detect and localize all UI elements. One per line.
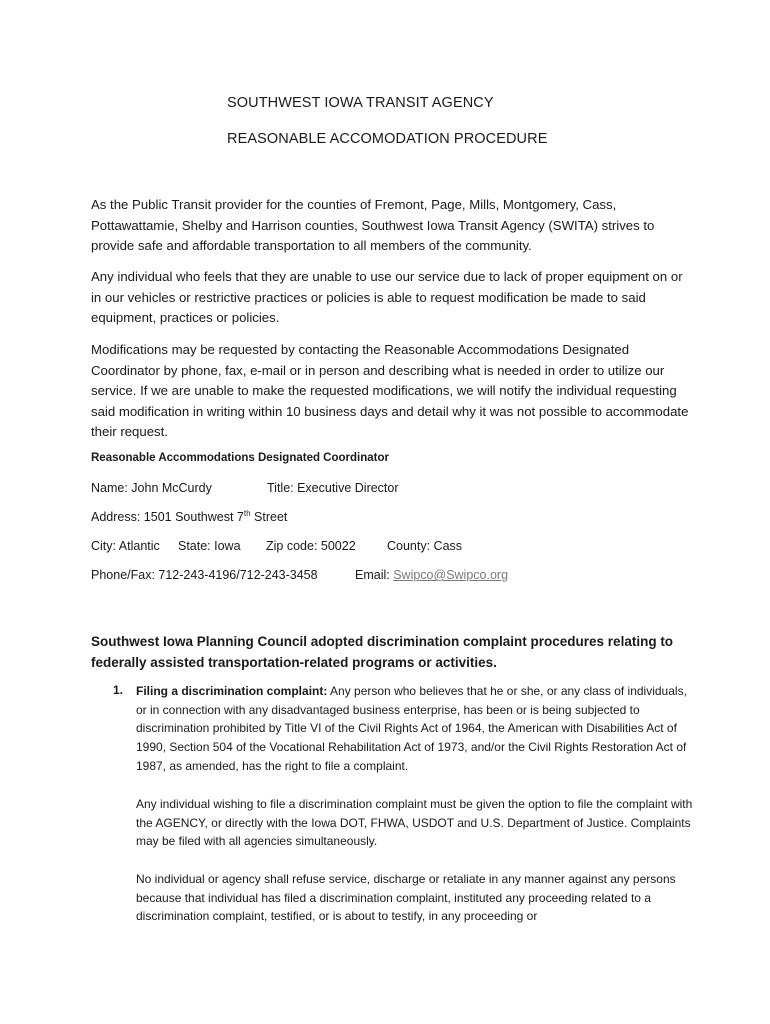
coordinator-county: County: Cass (387, 539, 463, 553)
coordinator-heading: Reasonable Accommodations Designated Coordinator (91, 452, 389, 464)
procedure-title: REASONABLE ACCOMODATION PROCEDURE (227, 131, 548, 147)
list-item-1-lead: Filing a discrimination complaint: (136, 684, 328, 698)
coordinator-phone: Phone/Fax: 712-243-4196/712-243-3458 (91, 568, 318, 582)
coordinator-city: City: Atlantic (91, 539, 160, 553)
coordinator-name-line (91, 481, 399, 495)
coordinator-email (355, 568, 508, 582)
coordinator-contact-line (91, 568, 509, 582)
intro-paragraph-1: As the Public Transit provider for the counties of Fremont, Page, Mills, Montgomery, Cass, Pottawattamie, Shelby and Harrison counties, Southwest Iowa Transit Agency (SWITA) strives to provide safe and affordable transportation to all members of the community. (91, 197, 655, 253)
coordinator-zip: Zip code: 50022 (266, 539, 356, 553)
list-item-1-paragraph-1 (136, 682, 696, 776)
complaint-procedures-heading: Southwest Iowa Planning Council adopted discrimination complaint procedures relating to federally assisted transportation-related programs or activities. (91, 634, 674, 670)
coordinator-address (91, 510, 287, 524)
address-prefix: Address: 1501 Southwest 7 (91, 510, 244, 524)
coordinator-name: Name: John McCurdy (91, 481, 212, 495)
email-label: Email: (355, 568, 394, 582)
agency-title: SOUTHWEST IOWA TRANSIT AGENCY (227, 95, 494, 111)
list-number-1: 1. (113, 683, 124, 697)
list-item-1-text: Any person who believes that he or she, or any class of individuals, or in connection with any disadvantaged business enterprise, has been or is being subjected to discrimination prohibited by Title VI of the Civil Rights Act of 1964, the American with Disabilities Act of 1990, Section 504 of the Vocational Rehabilitation Act of 1973, and/or the Civil Rights Restoration Act of 1987, as amended, has the right to file a complaint. (136, 684, 687, 773)
list-item-1-paragraph-3: No individual or agency shall refuse service, discharge or retaliate in any manner against any persons because that individual has filed a discrimination complaint, instituted any proceeding related to a discrimination complaint, testified, or is about to testify, in any proceeding or (136, 872, 676, 924)
list-item-1-paragraph-2: Any individual wishing to file a discrimination complaint must be given the option to file the complaint with the AGENCY, or directly with the Iowa DOT, FHWA, USDOT and U.S. Department of Justice. Complaints may be filed with all agencies simultaneously. (136, 797, 693, 849)
intro-paragraph-3: Modifications may be requested by contacting the Reasonable Accommodations Designated Coordinator by phone, fax, e-mail or in person and describing what is needed in order to utilize our service. If we are unable to make the requested modifications, we will notify the individual requesting said modification in writing within 10 business days and detail why it was not possible to accommodate their request. (91, 342, 689, 439)
coordinator-title: Title: Executive Director (267, 481, 399, 495)
address-suffix: Street (250, 510, 288, 524)
coordinator-state: State: Iowa (178, 539, 241, 553)
address-ordinal: th (243, 508, 251, 518)
email-link[interactable]: Swipco@Swipco.org (393, 568, 509, 582)
intro-paragraph-2: Any individual who feels that they are unable to use our service due to lack of proper equipment on or in our vehicles or restrictive practices or policies is able to request modification be made to said equipment, practices or policies. (91, 269, 683, 325)
